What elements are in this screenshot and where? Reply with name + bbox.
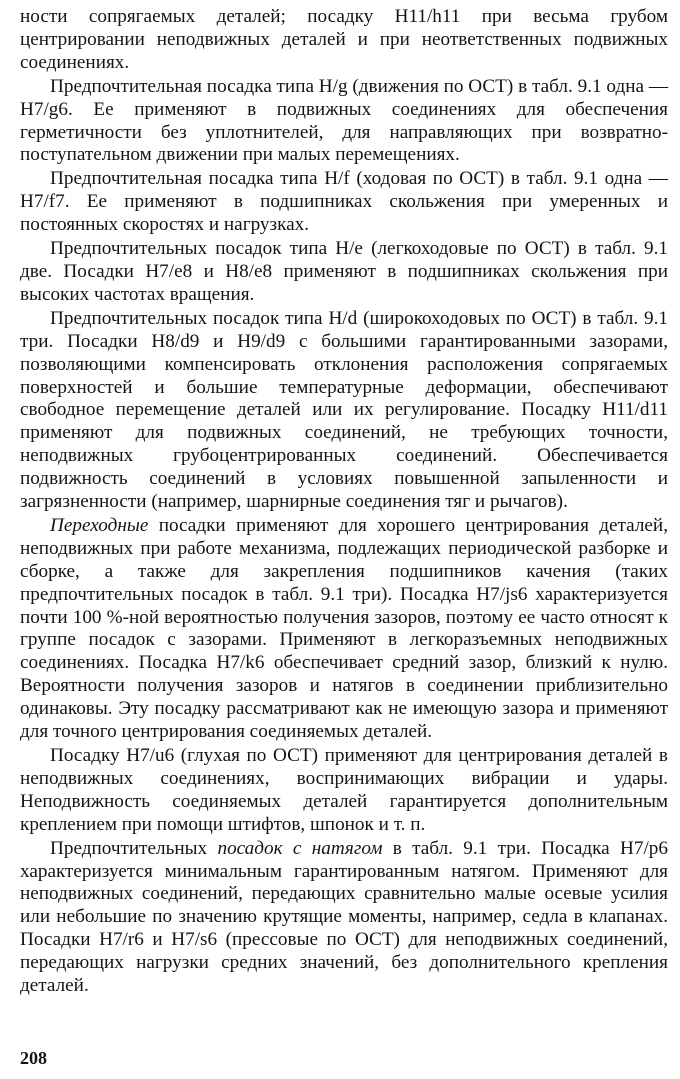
paragraph-continuation: ности сопрягаемых деталей; посадку H11/h11 при весьма грубом центрировании неподвижных деталей и при неответственных подвижных соединениях. xyxy=(20,6,668,73)
paragraph-he-fit: Предпочтительных посадок типа H/e (легкоходовые по ОСТ) в табл. 9.1 две. Посадки H7/e8 и H8/e8 применяют в подшипниках скольжения при высоких частотах вращения. xyxy=(20,238,668,305)
paragraph-hg-fit: Предпочтительная посадка типа H/g (движения по ОСТ) в табл. 9.1 одна — H7/g6. Ее применяют в подвижных соединениях для обеспечения герметичности без уплотнителей, для направляющих при возвратно-поступательном движении при малых перемещениях. xyxy=(20,75,668,166)
paragraph-transition-fits xyxy=(20,515,668,744)
page-number: 208 xyxy=(20,1048,47,1068)
paragraph-transition-text: посадки применяют для хорошего центрирования деталей, неподвижных при работе механизма, подлежащих периодической разборке и сборке, а также для закрепления подшипников качения (таких предпочтительных посадок в табл. 9.1 три). Посадка H7/js6 характеризуется почти 100 %-ной вероятностью получения зазоров, поэтому ее часто относят к группе посадок с зазорами. Применяют в легкоразъемных неподвижных соединениях. Посадка H7/k6 обеспечивает средний зазор, близкий к нулю. Вероятности получения зазоров и натягов в соединении приблизительно одинаковы. Эту посадку рассматривают как не имеющую зазора и применяют для точного центрирования соединяемых деталей. xyxy=(20,514,668,743)
document-body xyxy=(20,6,668,998)
italic-term-interference: посадок с натягом xyxy=(217,837,383,859)
italic-term-transition: Переходные xyxy=(50,514,149,536)
paragraph-interference-lead: Предпочтительных xyxy=(50,837,218,859)
paragraph-interference-fits xyxy=(20,838,668,998)
paragraph-hf-fit: Предпочтительная посадка типа H/f (ходовая по ОСТ) в табл. 9.1 одна — H7/f7. Ее применяют в подшипниках скольжения при умеренных и постоянных скоростях и нагрузках. xyxy=(20,168,668,236)
paragraph-hu-fit: Посадку H7/u6 (глухая по ОСТ) применяют для центрирования деталей в неподвижных соединениях, воспринимающих вибрации и удары. Неподвижность соединяемых деталей гарантируется дополнительным креплением при помощи штифтов, шпонок и т. п. xyxy=(20,745,668,835)
paragraph-hd-fit: Предпочтительных посадок типа H/d (широкоходовых по ОСТ) в табл. 9.1 три. Посадки H8/d9 и H9/d9 с большими гарантированными зазорами, позволяющими компенсировать отклонения расположения сопрягаемых поверхностей и большие температурные деформации, обеспечивают свободное перемещение деталей или их регулирование. Посадку H11/d11 применяют для подвижных соединений, не требующих точности, неподвижных грубоцентрированных соединений. Обеспечивается подвижность соединений в условиях повышенной запыленности и загрязненности (например, шарнирные соединения тяг и рычагов). xyxy=(20,307,668,513)
paragraph-interference-text: в табл. 9.1 три. Посадка H7/p6 характеризуется минимальным гарантированным натягом. Применяют для неподвижных соединений, передающих сравнительно малые осевые усилия или небольшие по значению крутящие моменты, например, седла в клапанах. Посадки H7/r6 и H7/s6 (прессовые по ОСТ) для неподвижных соединений, передающих нагрузки средних значений, без дополнительного крепления деталей. xyxy=(20,837,668,997)
